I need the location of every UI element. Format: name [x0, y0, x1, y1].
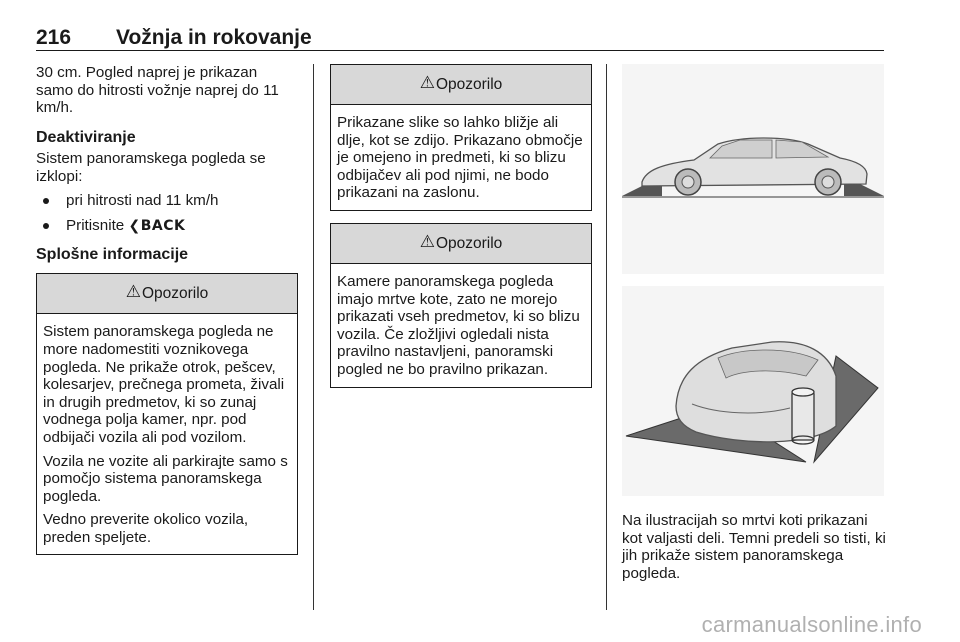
- car-side-illustration: [622, 64, 884, 274]
- car-side-icon: [622, 64, 884, 274]
- page-number: 216: [36, 26, 72, 49]
- warning-title: Opozorilo: [141, 285, 209, 303]
- warning-title: Opozorilo: [435, 234, 503, 252]
- deactivation-list: [36, 192, 298, 236]
- illustration-caption: Na ilustracijah so mrtvi koti prikazani kot valjasti deli. Temni predeli so tisti, ki jih prikaže sistem panoramskega pogleda.: [622, 512, 886, 582]
- warning-title: Opozorilo: [435, 75, 503, 93]
- column-3: [622, 64, 888, 582]
- column-1: [36, 64, 298, 555]
- warning-paragraph: Vozila ne vozite ali parkirajte samo s pomočjo sistema panoramskega pogleda.: [43, 452, 288, 505]
- back-button-icon: ❮BACK: [128, 218, 186, 235]
- column-2: [330, 64, 592, 388]
- general-info-heading: Splošne informacije: [36, 245, 189, 263]
- warning-body: [331, 105, 591, 210]
- list-item: pri hitrosti nad 11 km/h: [36, 192, 298, 210]
- watermark: carmanualsonline.info: [701, 612, 922, 637]
- warning-paragraph: Sistem panoramskega pogleda ne more nadomestiti voznikovega pogleda. Ne prikaže otrok, pešcev, kolesarjev, prečnega prometa, živali in drugih predmetov, ki so zunaj vodnega polja kamer, npr. pod odbijači vozila ali pod vozilom.: [43, 323, 285, 446]
- deactivation-text: Sistem panoramskega pogleda se izklopi:: [36, 150, 266, 185]
- warning-header: [331, 224, 591, 264]
- list-item: Pritisnite ❮BACK: [36, 217, 298, 236]
- warning-paragraph: Vedno preverite okolico vozila, preden speljete.: [43, 511, 249, 546]
- column-divider: [313, 64, 314, 610]
- warning-paragraph: Kamere panoramskega pogleda imajo mrtve kote, zato ne morejo prikazati vseh predmetov, ki so blizu vozila. Če zložljivi ogledali nista pravilno nastavljeni, panoramski pogled ne bo pravilno prikazan.: [337, 272, 580, 378]
- warning-box: [330, 64, 592, 211]
- warning-icon: ⚠: [419, 72, 435, 93]
- warning-icon: ⚠: [125, 282, 141, 303]
- bullet-icon: [43, 198, 49, 204]
- deactivation-heading: Deaktiviranje: [36, 128, 136, 146]
- warning-box: [36, 273, 298, 555]
- warning-box: [330, 223, 592, 388]
- warning-header: [37, 274, 297, 314]
- page-title: Vožnja in rokovanje: [116, 26, 312, 49]
- blind-spot-cylinder: [792, 392, 814, 440]
- car-front-icon: [622, 286, 884, 496]
- intro-paragraph: 30 cm. Pogled naprej je prikazan samo do hitrosti vožnje naprej do 11 km/h.: [36, 64, 279, 117]
- column-divider: [606, 64, 607, 610]
- warning-header: [331, 65, 591, 105]
- page-header: [36, 26, 884, 51]
- warning-paragraph: Prikazane slike so lahko bližje ali dlje, kot se zdijo. Prikazano območje je omejeno in predmeti, ki so blizu odbijačev ali pod njimi, ne bodo prikazani na zaslonu.: [337, 114, 583, 202]
- warning-body: [331, 264, 591, 387]
- bullet-icon: [43, 223, 49, 229]
- warning-icon: ⚠: [419, 231, 435, 252]
- car-front-illustration: [622, 286, 884, 496]
- warning-body: [37, 314, 297, 554]
